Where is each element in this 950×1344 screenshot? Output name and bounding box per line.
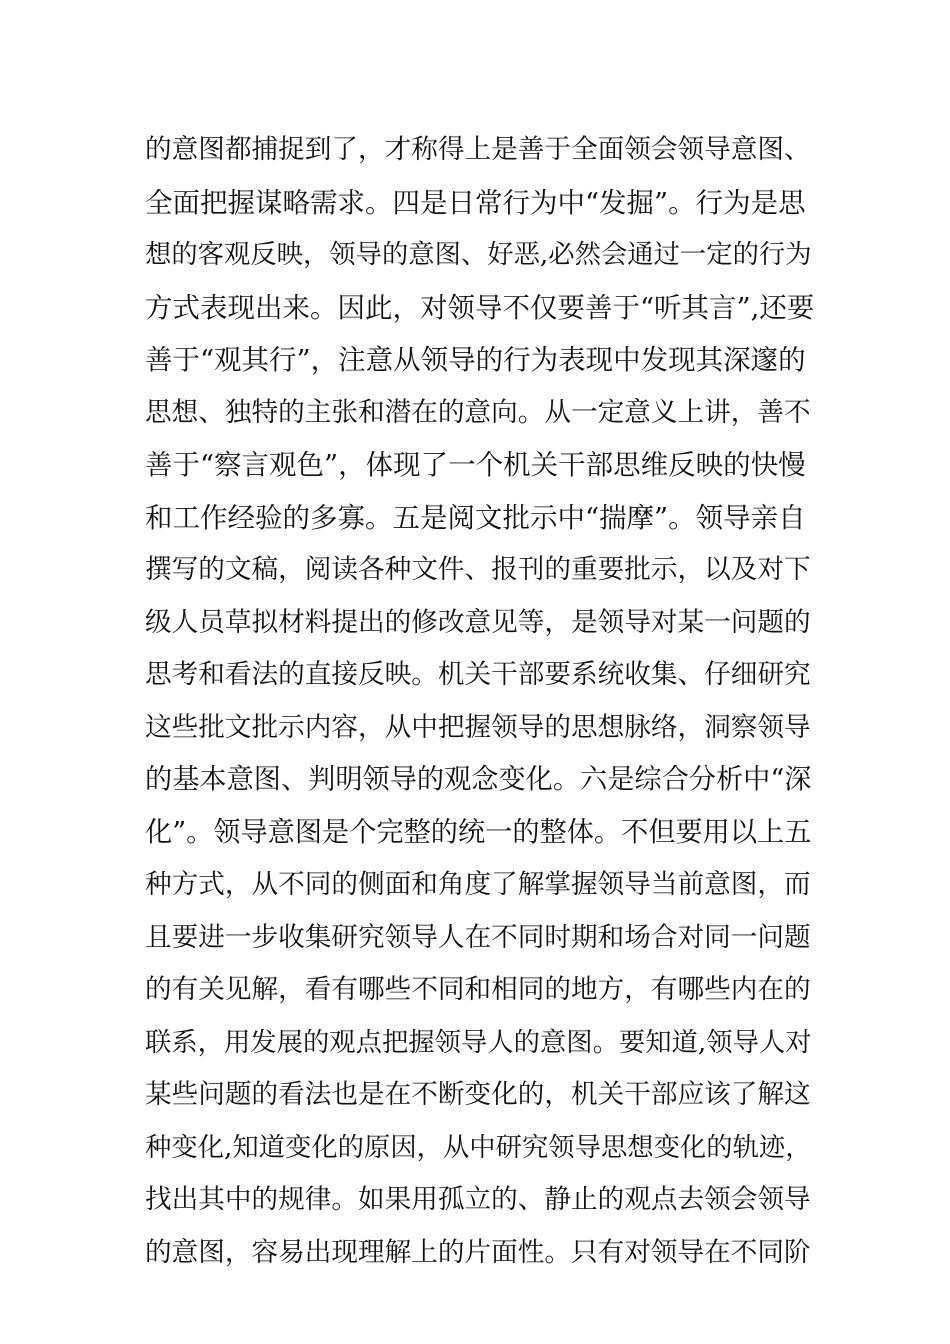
text-line: 级人员草拟材料提出的修改意见等，是领导对某一问题的 [145, 606, 811, 638]
text-line: 想的客观反映，领导的意图、好恶,必然会通过一定的行为 [145, 240, 812, 270]
text-line: 某些问题的看法也是在不断变化的，机关干部应该了解这 [145, 1079, 811, 1110]
text-line: 化”。领导意图是个完整的统一的整体。不但要用以上五 [145, 816, 812, 848]
text-line: 找出其中的规律。如果用孤立的、静止的观点去领会领导 [145, 1184, 811, 1215]
text-line: 的意图都捕捉到了，才称得上是善于全面领会领导意图、 [145, 134, 811, 165]
text-line: 思考和看法的直接反映。机关干部要系统收集、仔细研究 [145, 659, 811, 690]
text-line: 且要进一步收集研究领导人在不同时期和场合对同一问题 [145, 921, 811, 953]
text-line: 和工作经验的多寡。五是阅文批示中“揣摩”。领导亲自 [145, 501, 806, 534]
text-line: 撰写的文稿，阅读各种文件、报刊的重要批示，以及对下 [145, 554, 811, 585]
text-line: 全面把握谋略需求。四是日常行为中“发掘”。行为是思 [145, 186, 806, 219]
text-line: 的基本意图、判明领导的观念变化。六是综合分析中“深 [145, 764, 812, 795]
text-line: 联系，用发展的观点把握领导人的意图。要知道,领导人对 [145, 1027, 812, 1058]
text-line: 善于“察言观色”，体现了一个机关干部思维反映的快慢 [145, 449, 806, 481]
text-line: 种变化,知道变化的原因，从中研究领导思想变化的轨迹， [145, 1132, 812, 1163]
text-line: 这些批文批示内容，从中把握领导的思想脉络，洞察领导 [145, 711, 811, 743]
text-line: 善于“观其行”，注意从领导的行为表现中发现其深邃的 [145, 344, 806, 376]
text-line: 的有关见解，看有哪些不同和相同的地方，有哪些内在的 [145, 974, 811, 1005]
text-line: 思想、独特的主张和潜在的意向。从一定意义上讲，善不 [145, 396, 811, 428]
text-line: 的意图，容易出现理解上的片面性。只有对领导在不同阶 [145, 1236, 811, 1268]
body-text [145, 124, 815, 1279]
text-line: 方式表现出来。因此，对领导不仅要善于“听其言”,还要 [145, 291, 815, 324]
text-line: 种方式，从不同的侧面和角度了解掌握领导当前意图，而 [145, 869, 811, 900]
